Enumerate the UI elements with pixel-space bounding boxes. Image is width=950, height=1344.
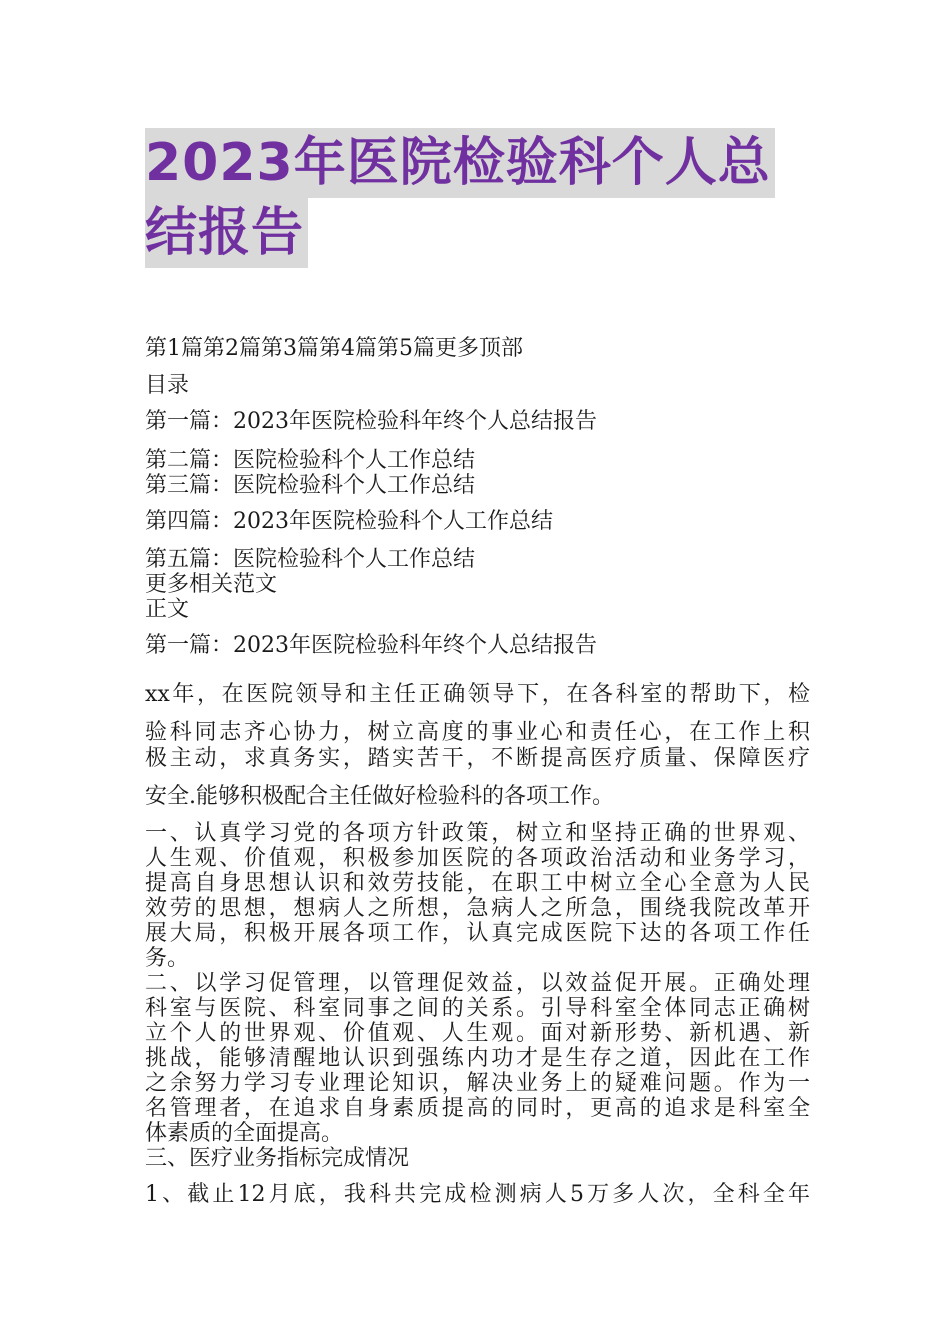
paragraph-line: 极主动，求真务实，踏实苦干，不断提高医疗质量、保障医疗	[145, 746, 810, 771]
paragraph-line: 之余努力学习专业理论知识，解决业务上的疑难问题。作为一	[145, 1071, 810, 1096]
toc-item-2[interactable]: 第二篇：医院检验科个人工作总结	[145, 448, 476, 473]
paragraph-1	[145, 682, 810, 810]
paragraph-line: 二、以学习促管理，以管理促效益，以效益促开展。正确处理	[145, 971, 810, 996]
paragraph-line: 安全.能够积极配合主任做好检验科的各项工作。	[145, 784, 614, 809]
nav-links[interactable]: 第1篇第2篇第3篇第4篇第5篇更多顶部	[145, 336, 523, 361]
paragraph-line: 效劳的思想，想病人之所想，急病人之所急，围绕我院改革开	[145, 896, 810, 921]
document-title	[145, 128, 810, 268]
paragraph-line: 人生观、价值观，积极参加医院的各项政治活动和业务学习，	[145, 846, 810, 871]
paragraph-line: 挑战，能够清醒地认识到强练内功才是生存之道，因此在工作	[145, 1046, 810, 1071]
paragraph-line: 体素质的全面提高。	[145, 1121, 344, 1146]
section-title: 第一篇：2023年医院检验科年终个人总结报告	[145, 633, 597, 658]
paragraph-4	[145, 1182, 810, 1208]
toc-heading: 目录	[145, 373, 190, 398]
paragraph-line: 提高自身思想认识和效劳技能，在职工中树立全心全意为人民	[145, 871, 810, 896]
paragraph-line: 一、认真学习党的各项方针政策，树立和坚持正确的世界观、	[145, 821, 810, 846]
paragraph-line: 名管理者，在追求自身素质提高的同时，更高的追求是科室全	[145, 1096, 810, 1121]
paragraph-line: 科室与医院、科室同事之间的关系。引导科室全体同志正确树	[145, 996, 810, 1021]
paragraph-line: 1、截止12月底，我科共完成检测病人5万多人次，全科全年	[145, 1182, 810, 1207]
toc-item-5[interactable]: 第五篇：医院检验科个人工作总结	[145, 547, 476, 572]
title-line-1: 2023年医院检验科个人总	[145, 128, 775, 198]
paragraph-line: xx年，在医院领导和主任正确领导下，在各科室的帮助下，检	[145, 682, 810, 707]
subsection-heading: 三、医疗业务指标完成情况	[145, 1146, 410, 1171]
paragraph-line: 务。	[145, 946, 190, 971]
toc-item-4[interactable]: 第四篇：2023年医院检验科个人工作总结	[145, 509, 553, 534]
title-line-2: 结报告	[145, 198, 308, 268]
toc-item-3[interactable]: 第三篇：医院检验科个人工作总结	[145, 473, 476, 498]
body-heading: 正文	[145, 597, 190, 622]
paragraph-line: 展大局，积极开展各项工作，认真完成医院下达的各项工作任	[145, 921, 810, 946]
toc-item-1[interactable]: 第一篇：2023年医院检验科年终个人总结报告	[145, 409, 597, 434]
paragraph-line: 验科同志齐心协力，树立高度的事业心和责任心，在工作上积	[145, 720, 810, 745]
toc-more-link[interactable]: 更多相关范文	[145, 572, 278, 597]
paragraph-2	[145, 821, 810, 971]
paragraph-3	[145, 971, 810, 1146]
paragraph-line: 立个人的世界观、价值观、人生观。面对新形势、新机遇、新	[145, 1021, 810, 1046]
